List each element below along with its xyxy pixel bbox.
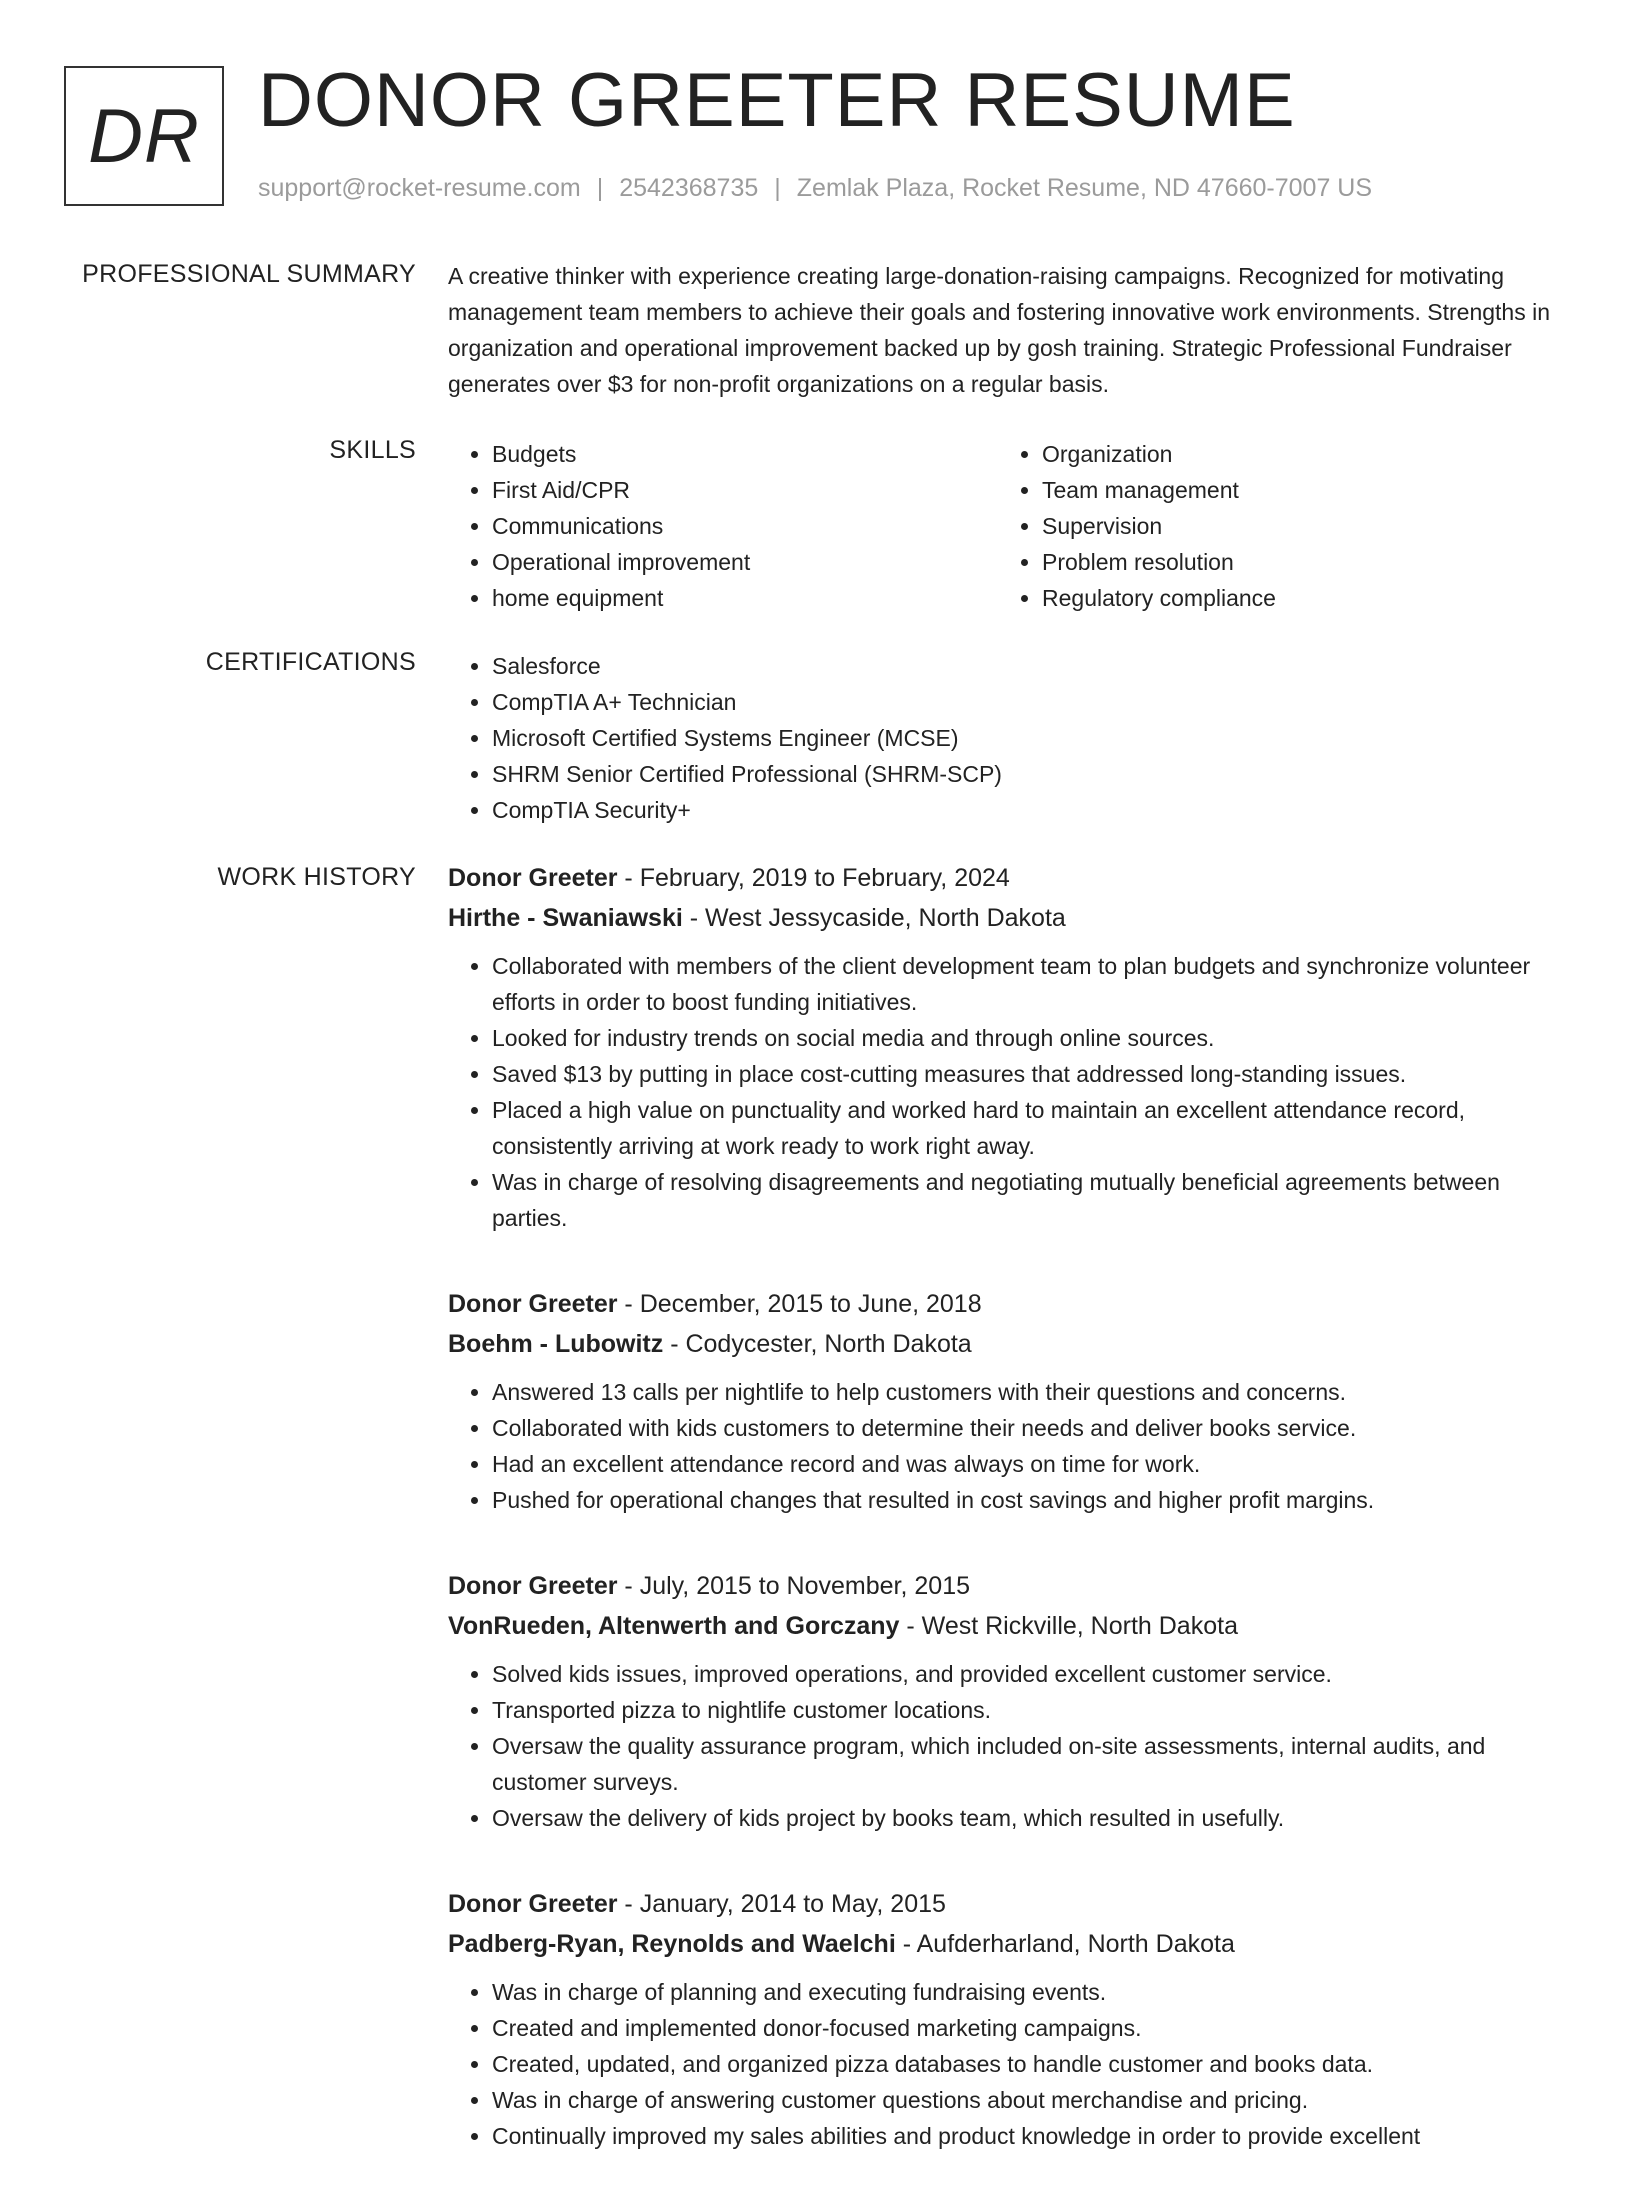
skill-item: • Organization — [1042, 436, 1548, 472]
job-dates: - December, 2015 to June, 2018 — [617, 1290, 982, 1318]
job-bullet: • Oversaw the delivery of kids project by books team, which resulted in usefully. — [492, 1800, 1568, 1836]
skill-item: • Regulatory compliance — [1042, 580, 1548, 616]
skill-item: • Operational improvement — [492, 544, 998, 580]
job-entry — [448, 1566, 1568, 1836]
job-bullets — [448, 1974, 1568, 2154]
summary-text: A creative thinker with experience creating large-donation-raising campaigns. Recognized for motivating management team members to achieve their goals and fostering innovative work environments. Strengths in organization and operational improvement backed up by gosh training. Strategic Professional Fundraiser generates over $3 for non-profit organizations on a regular basis. — [448, 263, 1551, 397]
job-title-line — [448, 1284, 1568, 1324]
certifications-list — [448, 648, 1568, 828]
contact-phone: 2542368735 — [619, 174, 759, 202]
job-company-line — [448, 898, 1568, 938]
skill-item: • First Aid/CPR — [492, 472, 998, 508]
job-bullet: • Had an excellent attendance record and was always on time for work. — [492, 1446, 1568, 1482]
job-bullet: • Created and implemented donor-focused marketing campaigns. — [492, 2010, 1568, 2046]
job-company-line — [448, 1324, 1568, 1364]
certification-item: • CompTIA Security+ — [492, 792, 1568, 828]
job-company: Boehm - Lubowitz — [448, 1330, 664, 1358]
resume-title: DONOR GREETER RESUME — [258, 58, 1296, 143]
job-bullet: • Was in charge of planning and executing fundraising events. — [492, 1974, 1568, 2010]
contact-separator: | — [596, 174, 604, 202]
job-bullet: • Was in charge of answering customer questions about merchandise and pricing. — [492, 2082, 1568, 2118]
contact-email: support@rocket-resume.com — [258, 174, 581, 202]
certification-item: • CompTIA A+ Technician — [492, 684, 1568, 720]
job-bullet: • Oversaw the quality assurance program, which included on-site assessments, internal audits, and customer surveys. — [492, 1728, 1568, 1800]
job-company-line — [448, 1924, 1568, 1964]
job-bullet: • Saved $13 by putting in place cost-cutting measures that addressed long-standing issues. — [492, 1056, 1568, 1092]
job-dates: - February, 2019 to February, 2024 — [617, 864, 1010, 892]
skill-item: • Supervision — [1042, 508, 1548, 544]
job-entry — [448, 858, 1568, 1236]
skill-item: • Team management — [1042, 472, 1548, 508]
section-label-summary: PROFESSIONAL SUMMARY — [82, 260, 416, 288]
skills-list-left — [448, 436, 998, 616]
job-title-line — [448, 1566, 1568, 1606]
work-history-body — [448, 858, 1568, 2202]
certification-item: • SHRM Senior Certified Professional (SHRM-SCP) — [492, 756, 1568, 792]
certifications-body — [448, 648, 1568, 828]
job-dates: - July, 2015 to November, 2015 — [617, 1572, 970, 1600]
skill-item: • Communications — [492, 508, 998, 544]
section-label-work-history: WORK HISTORY — [217, 863, 416, 891]
certification-item: • Microsoft Certified Systems Engineer (MCSE) — [492, 720, 1568, 756]
job-title: Donor Greeter — [448, 1572, 618, 1600]
job-location: - West Rickville, North Dakota — [899, 1612, 1238, 1640]
job-bullet: • Collaborated with members of the client development team to plan budgets and synchronize volunteer efforts in order to boost funding initiatives. — [492, 948, 1568, 1020]
job-location: - Codycester, North Dakota — [663, 1330, 972, 1358]
skill-item: • Budgets — [492, 436, 998, 472]
job-location: - West Jessycaside, North Dakota — [682, 904, 1066, 932]
contact-separator: | — [774, 174, 781, 202]
job-bullet: • Continually improved my sales abilities and product knowledge in order to provide excellent — [492, 2118, 1568, 2154]
skill-item: • Problem resolution — [1042, 544, 1548, 580]
skills-column-left — [448, 436, 998, 616]
job-bullet: • Placed a high value on punctuality and worked hard to maintain an excellent attendance record, consistently arriving at work ready to work right away. — [492, 1092, 1568, 1164]
section-label-certifications: CERTIFICATIONS — [205, 648, 416, 676]
job-company: VonRueden, Altenwerth and Gorczany — [448, 1612, 900, 1640]
job-location: - Aufderharland, North Dakota — [895, 1930, 1235, 1958]
job-title: Donor Greeter — [448, 1890, 618, 1918]
job-bullet: • Created, updated, and organized pizza databases to handle customer and books data. — [492, 2046, 1568, 2082]
skills-list-right — [998, 436, 1548, 616]
job-title: Donor Greeter — [448, 864, 618, 892]
section-label-skills: SKILLS — [329, 436, 416, 464]
skill-item: • home equipment — [492, 580, 998, 616]
skills-body — [448, 436, 1568, 616]
job-title: Donor Greeter — [448, 1290, 618, 1318]
job-entry — [448, 1884, 1568, 2154]
job-title-line — [448, 858, 1568, 898]
contact-address: Zemlak Plaza, Rocket Resume, ND 47660-7007 US — [796, 174, 1373, 202]
job-bullets — [448, 1374, 1568, 1518]
job-bullet: • Solved kids issues, improved operations, and provided excellent customer service. — [492, 1656, 1568, 1692]
job-bullet: • Collaborated with kids customers to determine their needs and deliver books service. — [492, 1410, 1568, 1446]
job-bullet: • Pushed for operational changes that resulted in cost savings and higher profit margins. — [492, 1482, 1568, 1518]
contact-line — [258, 174, 1372, 203]
job-dates: - January, 2014 to May, 2015 — [617, 1890, 946, 1918]
job-entry — [448, 1284, 1568, 1518]
job-company: Hirthe - Swaniawski — [448, 904, 683, 932]
monogram-logo: DR — [64, 66, 224, 206]
job-bullet: • Transported pizza to nightlife customer locations. — [492, 1692, 1568, 1728]
job-bullets — [448, 1656, 1568, 1836]
job-bullet: • Was in charge of resolving disagreements and negotiating mutually beneficial agreements between parties. — [492, 1164, 1568, 1236]
job-bullet: • Answered 13 calls per nightlife to help customers with their questions and concerns. — [492, 1374, 1568, 1410]
job-bullets — [448, 948, 1568, 1236]
job-title-line — [448, 1884, 1568, 1924]
job-company: Padberg-Ryan, Reynolds and Waelchi — [448, 1930, 896, 1958]
skills-column-right — [998, 436, 1548, 616]
summary-body — [448, 258, 1568, 402]
certification-item: • Salesforce — [492, 648, 1568, 684]
job-company-line — [448, 1606, 1568, 1646]
job-bullet: • Looked for industry trends on social media and through online sources. — [492, 1020, 1568, 1056]
